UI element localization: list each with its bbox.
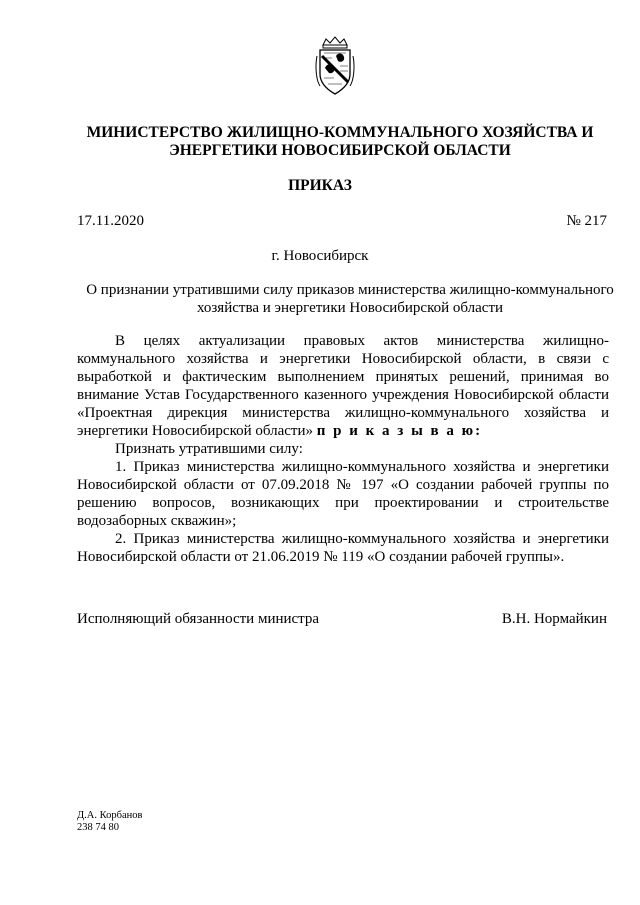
document-date: 17.11.2020 — [77, 213, 144, 229]
preamble-text: В целях актуализации правовых актов министерства жилищно-коммунального хозяйства и энергетики Новосибирской области, в связи с выработкой и фактическим выполнением принятых решений, принимая во внимание Устав Государственного казенного учреждения Новосибирской области «Проектная дирекция министерства жилищно-коммунального хозяйства и энергетики Новосибирской области» — [77, 333, 609, 439]
document-body — [77, 332, 609, 566]
document-city: г. Новосибирск — [271, 248, 369, 264]
executor-phone: 238 74 80 — [77, 822, 119, 833]
subject-line-1: О признании утратившими силу приказов министерства жилищно-коммунального — [86, 282, 614, 298]
order-keyword: п р и к а з ы в а ю: — [316, 423, 483, 439]
document-number: № 217 — [566, 213, 607, 229]
subject-line-2: хозяйства и энергетики Новосибирской области — [196, 300, 504, 316]
ministry-name — [60, 124, 620, 160]
signatory-name: В.Н. Нормайкин — [501, 611, 607, 627]
signatory-role: Исполняющий обязанности министра — [77, 611, 320, 627]
coat-of-arms-icon — [314, 36, 356, 98]
preamble-paragraph — [77, 332, 609, 440]
executor-name: Д.А. Корбанов — [77, 810, 143, 821]
executor-block — [77, 810, 142, 834]
recognize-paragraph: Признать утратившими силу: — [115, 441, 303, 457]
ministry-name-line-1: МИНИСТЕРСТВО ЖИЛИЩНО-КОММУНАЛЬНОГО ХОЗЯЙСТВА И — [86, 124, 594, 141]
ministry-name-line-2: ЭНЕРГЕТИКИ НОВОСИБИРСКОЙ ОБЛАСТИ — [169, 142, 511, 159]
item-1-paragraph: 1. Приказ министерства жилищно-коммунального хозяйства и энергетики Новосибирской области от 07.09.2018 № 197 «О создании рабочей группы по решению вопросов, возникающих при проектировании и строительстве водозаборных скважин»; — [77, 459, 609, 529]
document-subject — [70, 281, 630, 317]
document-type: ПРИКАЗ — [288, 177, 352, 194]
item-2-paragraph: 2. Приказ министерства жилищно-коммунального хозяйства и энергетики Новосибирской области от 21.06.2019 № 119 «О создании рабочей группы». — [77, 531, 609, 565]
